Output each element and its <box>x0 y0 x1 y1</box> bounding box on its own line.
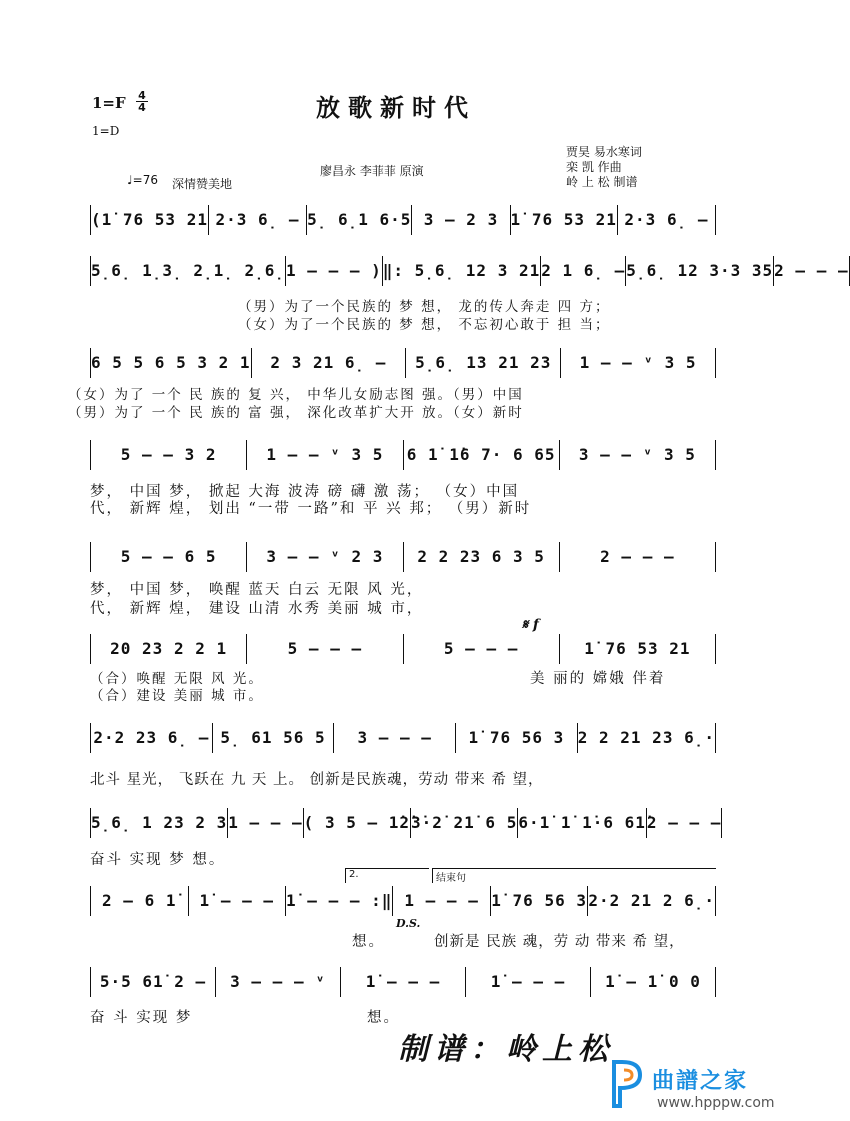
measure: 1 – – – <box>393 886 491 916</box>
measure: 5 – – 3 2 <box>91 440 247 470</box>
lyric-line-10a: 奋 斗 实现 梦 <box>90 1010 193 1026</box>
measure: 2·3 6̣ – <box>618 205 716 235</box>
transcriber-credit: 岭 上 松 制谱 <box>566 175 638 189</box>
lyric-line-6c: 美 丽的 嫦娥 伴着 <box>530 671 666 687</box>
lyric-line-6a: （合）唤醒 无限 风 光。 <box>90 671 264 687</box>
measure: 3 – – ᵛ 3 5 <box>560 440 716 470</box>
measure: 5̣ 61 56 5 <box>213 723 335 753</box>
tempo-mark: ♩=76 <box>127 173 158 187</box>
song-title: 放歌新时代 <box>316 94 476 122</box>
staff-line-4 <box>90 440 716 470</box>
lyric-line-5a: 梦， 中国 梦， 唤醒 蓝天 白云 无限 风 光， <box>90 582 424 598</box>
staff-line-5 <box>90 542 716 572</box>
transcriber-signature: 制谱：岭上松 <box>398 1032 614 1067</box>
measure: 2 2 21 23 6̣· <box>578 723 716 753</box>
lyric-line-4b: 代， 新辉 煌， 划出 “一带 一路”和 平 兴 邦； （男）新时 <box>90 501 532 517</box>
lyric-line-10b: 想。 <box>367 1010 400 1026</box>
measure: 1̇ – 1̇ 0 0 <box>591 967 716 997</box>
staff-line-8 <box>90 808 722 838</box>
time-signature: 4 4 <box>136 90 148 113</box>
measure: 2 2 23 6 3 5 <box>404 542 560 572</box>
measure: 2·2 23 6̣ – <box>91 723 213 753</box>
lyric-line-6b: （合）建设 美丽 城 市。 <box>90 688 264 704</box>
measure: 3 – – – ᵛ <box>216 967 341 997</box>
lyric-line-7: 北斗 星光， 飞跃在 九 天 上。 创新是民族魂，劳动 带来 希 望， <box>90 772 544 788</box>
measure: 5̣ 6̣1 6·5 <box>307 205 412 235</box>
measure: 20 23 2 2 1 <box>91 634 247 664</box>
measure: 2 – 6 1̇ <box>91 886 189 916</box>
volta-2: 2. <box>345 868 429 883</box>
measure: 3̇·2̇ 21̇ 6 5 <box>411 808 518 838</box>
ds-mark: D.S. <box>396 917 421 930</box>
measure: 3 – 2 3 <box>412 205 510 235</box>
measure: (1̇ 76 53 21 <box>91 205 209 235</box>
measure: 5·5 61̇ 2 – <box>91 967 216 997</box>
logo-icon <box>608 1058 648 1110</box>
measure: 6 5 5 6 5 3 2 1 <box>91 348 252 378</box>
measure: 2 1 6̣ – <box>541 256 626 286</box>
lyric-line-9a: 想。 <box>352 934 385 950</box>
lyric-line-5b: 代， 新辉 煌， 建设 山清 水秀 美丽 城 市， <box>90 601 424 617</box>
logo-text: 曲譜之家 <box>652 1069 749 1094</box>
logo-url: www.hpppw.com <box>657 1095 775 1111</box>
measure: 2 – – – <box>560 542 716 572</box>
performers-credit: 廖昌永 李菲菲 原演 <box>320 164 424 178</box>
lyric-line-8: 奋斗 实现 梦 想。 <box>90 852 226 868</box>
measure: 1̇ – – – :‖ <box>286 886 393 916</box>
measure: 1̇ – – – <box>466 967 591 997</box>
measure: 2·3 6̣ – <box>209 205 307 235</box>
measure: 2 3 21 6̣ – <box>252 348 407 378</box>
lyric-line-3b: （男）为了 一个 民 族的 富 强， 深化改革扩大开 放。（女）新时 <box>68 405 524 421</box>
measure: 3 – – – <box>334 723 456 753</box>
measure: 5 – – – <box>247 634 403 664</box>
staff-line-6 <box>90 634 716 664</box>
lyric-line-4a: 梦， 中国 梦， 掀起 大海 波涛 磅 礴 激 荡； （女）中国 <box>90 484 520 500</box>
measure: 5̣6̣ 1 23 2 3 <box>91 808 228 838</box>
lyric-line-2b: （女）为了一个民族的 梦 想， 不忘初心敢于 担 当； <box>238 317 611 333</box>
measure: 6·1̇ 1̇ 1̇·6 61̇ <box>518 808 647 838</box>
staff-line-10 <box>90 967 716 997</box>
lyric-line-2a: （男）为了一个民族的 梦 想， 龙的传人奔走 四 方； <box>238 299 611 315</box>
expression-mark: 深情赞美地 <box>172 177 233 191</box>
measure: ‖: 5̣6̣ 12 3 21 <box>383 256 542 286</box>
measure: 1̇ 76 56 3 <box>456 723 578 753</box>
measure: 1̇ – – – <box>189 886 287 916</box>
measure: 6 1̇ 1̇6 7· 6 65 <box>404 440 560 470</box>
measure: 2 – – – <box>647 808 722 838</box>
key-signature: 1=F <box>92 94 126 112</box>
segno-forte-mark: 𝄋 f <box>522 617 539 633</box>
measure: 1 – – – <box>228 808 303 838</box>
measure: 2 – – – <box>774 256 849 286</box>
measure: 1̇ 76 53 21 <box>560 634 716 664</box>
measure: 1̇ – – – <box>341 967 466 997</box>
lyric-line-3a: （女）为了 一个 民 族的 复 兴， 中华儿女励志图 强。（男）中国 <box>68 387 524 403</box>
measure: ( 3 5 – 1̇2̇ <box>304 808 411 838</box>
measure: 5̣6̣ 13 21 23 <box>406 348 561 378</box>
staff-line-9 <box>90 886 716 916</box>
staff-line-2 <box>90 256 849 286</box>
measure: 3 – – ᵛ 2 3 <box>247 542 403 572</box>
staff-line-3 <box>90 348 716 378</box>
staff-line-1 <box>90 205 716 235</box>
alt-key-signature: 1=D <box>92 124 120 138</box>
measure: 5 – – – <box>404 634 560 664</box>
measure: 1 – – ᵛ 3 5 <box>247 440 403 470</box>
measure: 2·2 21 2 6̣· <box>588 886 716 916</box>
lyricist-credit: 贾昊 易水寒词 <box>566 145 642 159</box>
measure: 1 – – – ) <box>286 256 383 286</box>
composer-credit: 栾 凯 作曲 <box>566 160 622 174</box>
measure: 1̇ 76 56 3 <box>491 886 589 916</box>
measure: 1̇ 76 53 21 <box>511 205 618 235</box>
measure: 5 – – 6 5 <box>91 542 247 572</box>
ending-label: 结束句 <box>432 868 716 883</box>
measure: 5̣6̣ 1̣3̣ 2̣1̣ 2̣6̣ <box>91 256 286 286</box>
measure: 1 – – ᵛ 3 5 <box>561 348 716 378</box>
staff-line-7 <box>90 723 716 753</box>
measure: 5̣6̣ 12 3·3 35 <box>626 256 774 286</box>
lyric-line-9b: 创新是 民族 魂，劳 动 带来 希 望， <box>434 934 685 950</box>
